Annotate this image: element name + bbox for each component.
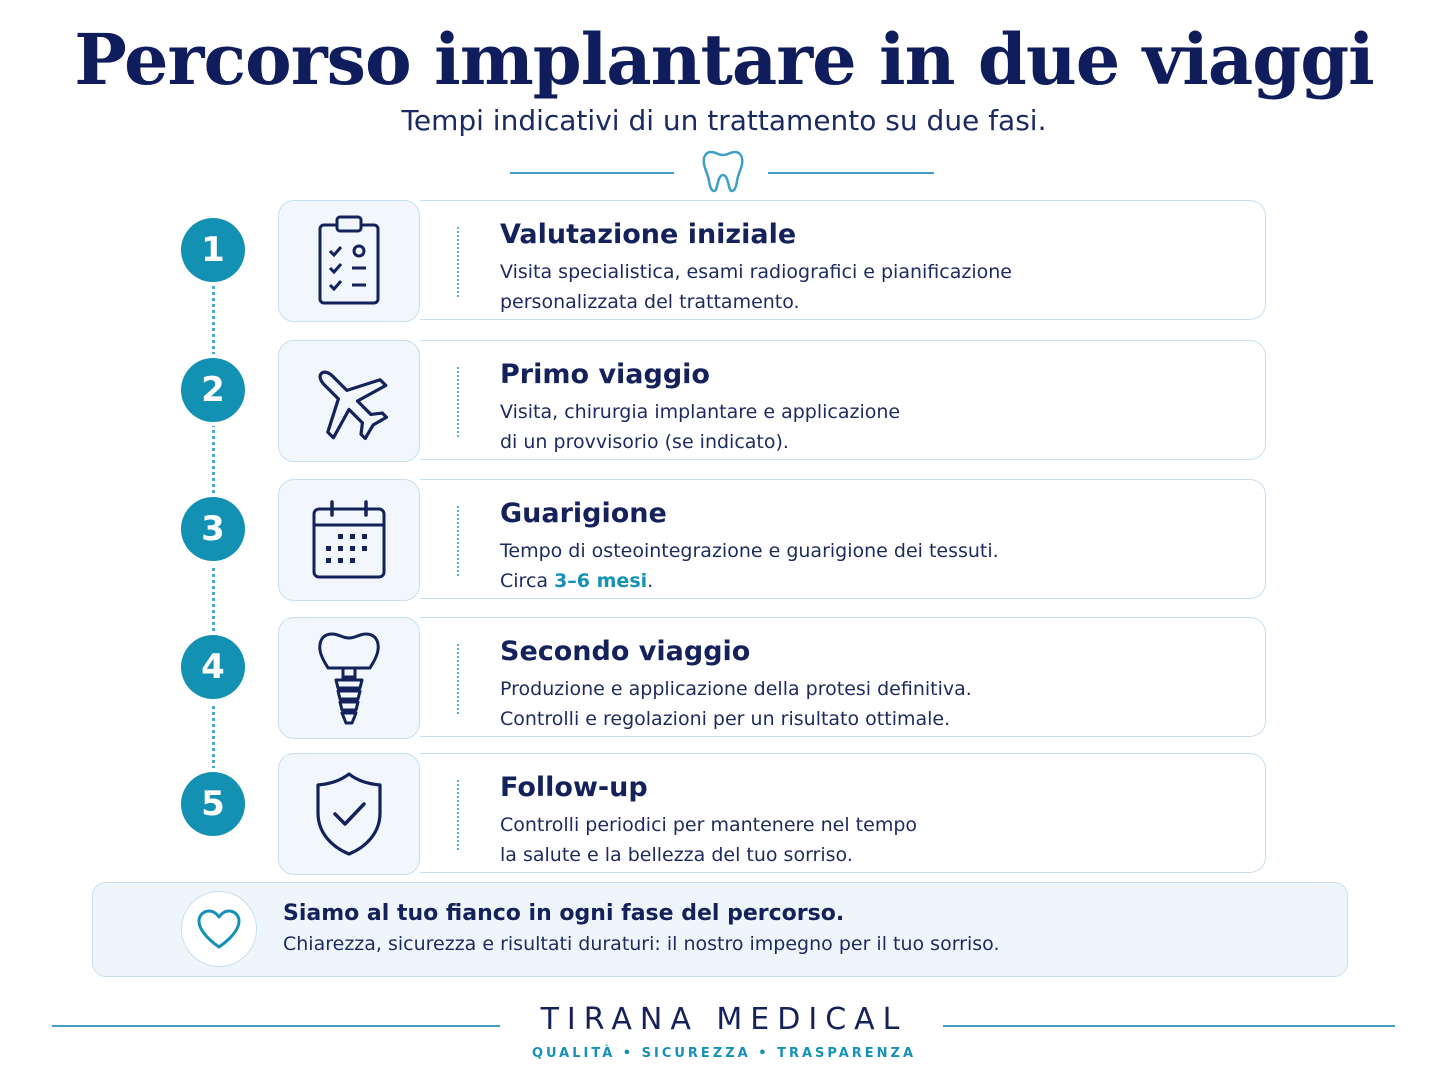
card-divider — [457, 367, 459, 437]
step-icon-box — [278, 617, 420, 739]
card-divider — [457, 644, 459, 714]
tooth-icon — [701, 148, 745, 194]
step-title: Guarigione — [500, 498, 667, 529]
dental-implant-icon — [314, 628, 384, 728]
step-title: Secondo viaggio — [500, 636, 751, 667]
commitment-title: Siamo al tuo fianco in ogni fase del percorso. — [283, 901, 845, 926]
commitment-text: Chiarezza, sicurezza e risultati duraturi: il nostro impegno per il tuo sorriso. — [283, 933, 1000, 955]
step-description — [500, 810, 917, 870]
step-number: 1 — [181, 218, 245, 282]
step-icon-box — [278, 479, 420, 601]
step-desc-line: Controlli periodici per mantenere nel tempo — [500, 814, 918, 836]
step-number: 5 — [181, 772, 245, 836]
page-subtitle: Tempi indicativi di un trattamento su due fasi. — [401, 104, 1047, 137]
step-number: 2 — [181, 358, 245, 422]
duration-prefix: Circa — [500, 570, 555, 592]
step-card-follow-up — [420, 753, 1266, 873]
step-description — [500, 536, 999, 596]
shield-check-icon — [312, 769, 386, 859]
card-divider — [457, 780, 459, 850]
step-number: 4 — [181, 635, 245, 699]
step-desc-line: Produzione e applicazione della protesi definitiva. — [500, 678, 972, 700]
heart-badge — [181, 891, 257, 967]
step-desc-line: Controlli e regolazioni per un risultato ottimale. — [500, 708, 951, 730]
step-desc-line — [500, 566, 999, 596]
step-description — [500, 257, 1012, 317]
step-card-guarigione — [420, 479, 1266, 599]
step-card-primo-viaggio — [420, 340, 1266, 460]
step-desc-line: la salute e la bellezza del tuo sorriso. — [500, 844, 853, 866]
brand-name: TIRANA MEDICAL — [540, 1002, 908, 1037]
duration-highlight: 3–6 mesi — [554, 570, 648, 592]
step-title: Valutazione iniziale — [500, 219, 797, 250]
page-title: Percorso implantare in due viaggi — [74, 18, 1374, 101]
step-desc-line: di un provvisorio (se indicato). — [500, 431, 789, 453]
step-icon-box — [278, 753, 420, 875]
step-description — [500, 674, 972, 734]
card-divider — [457, 227, 459, 297]
divider-left — [510, 172, 674, 174]
step-title: Follow-up — [500, 772, 648, 803]
clipboard-checklist-icon — [314, 213, 384, 309]
divider-right — [768, 172, 934, 174]
airplane-icon — [306, 358, 392, 444]
heart-icon — [196, 908, 242, 950]
calendar-icon — [310, 499, 388, 581]
step-icon-box — [278, 200, 420, 322]
commitment-box — [92, 882, 1348, 977]
card-divider — [457, 506, 459, 576]
step-desc-line: Visita, chirurgia implantare e applicazione — [500, 401, 901, 423]
step-desc-line: Tempo di osteointegrazione e guarigione dei tessuti. — [500, 540, 999, 562]
step-description — [500, 397, 900, 457]
step-card-valutazione — [420, 200, 1266, 320]
step-title: Primo viaggio — [500, 359, 710, 390]
step-icon-box — [278, 340, 420, 462]
step-number: 3 — [181, 497, 245, 561]
duration-suffix: . — [647, 570, 654, 592]
brand-tagline: QUALITÀ • SICUREZZA • TRASPARENZA — [531, 1046, 917, 1061]
step-desc-line: personalizzata del trattamento. — [500, 291, 800, 313]
step-desc-line: Visita specialistica, esami radiografici e pianificazione — [500, 261, 1012, 283]
step-card-secondo-viaggio — [420, 617, 1266, 737]
